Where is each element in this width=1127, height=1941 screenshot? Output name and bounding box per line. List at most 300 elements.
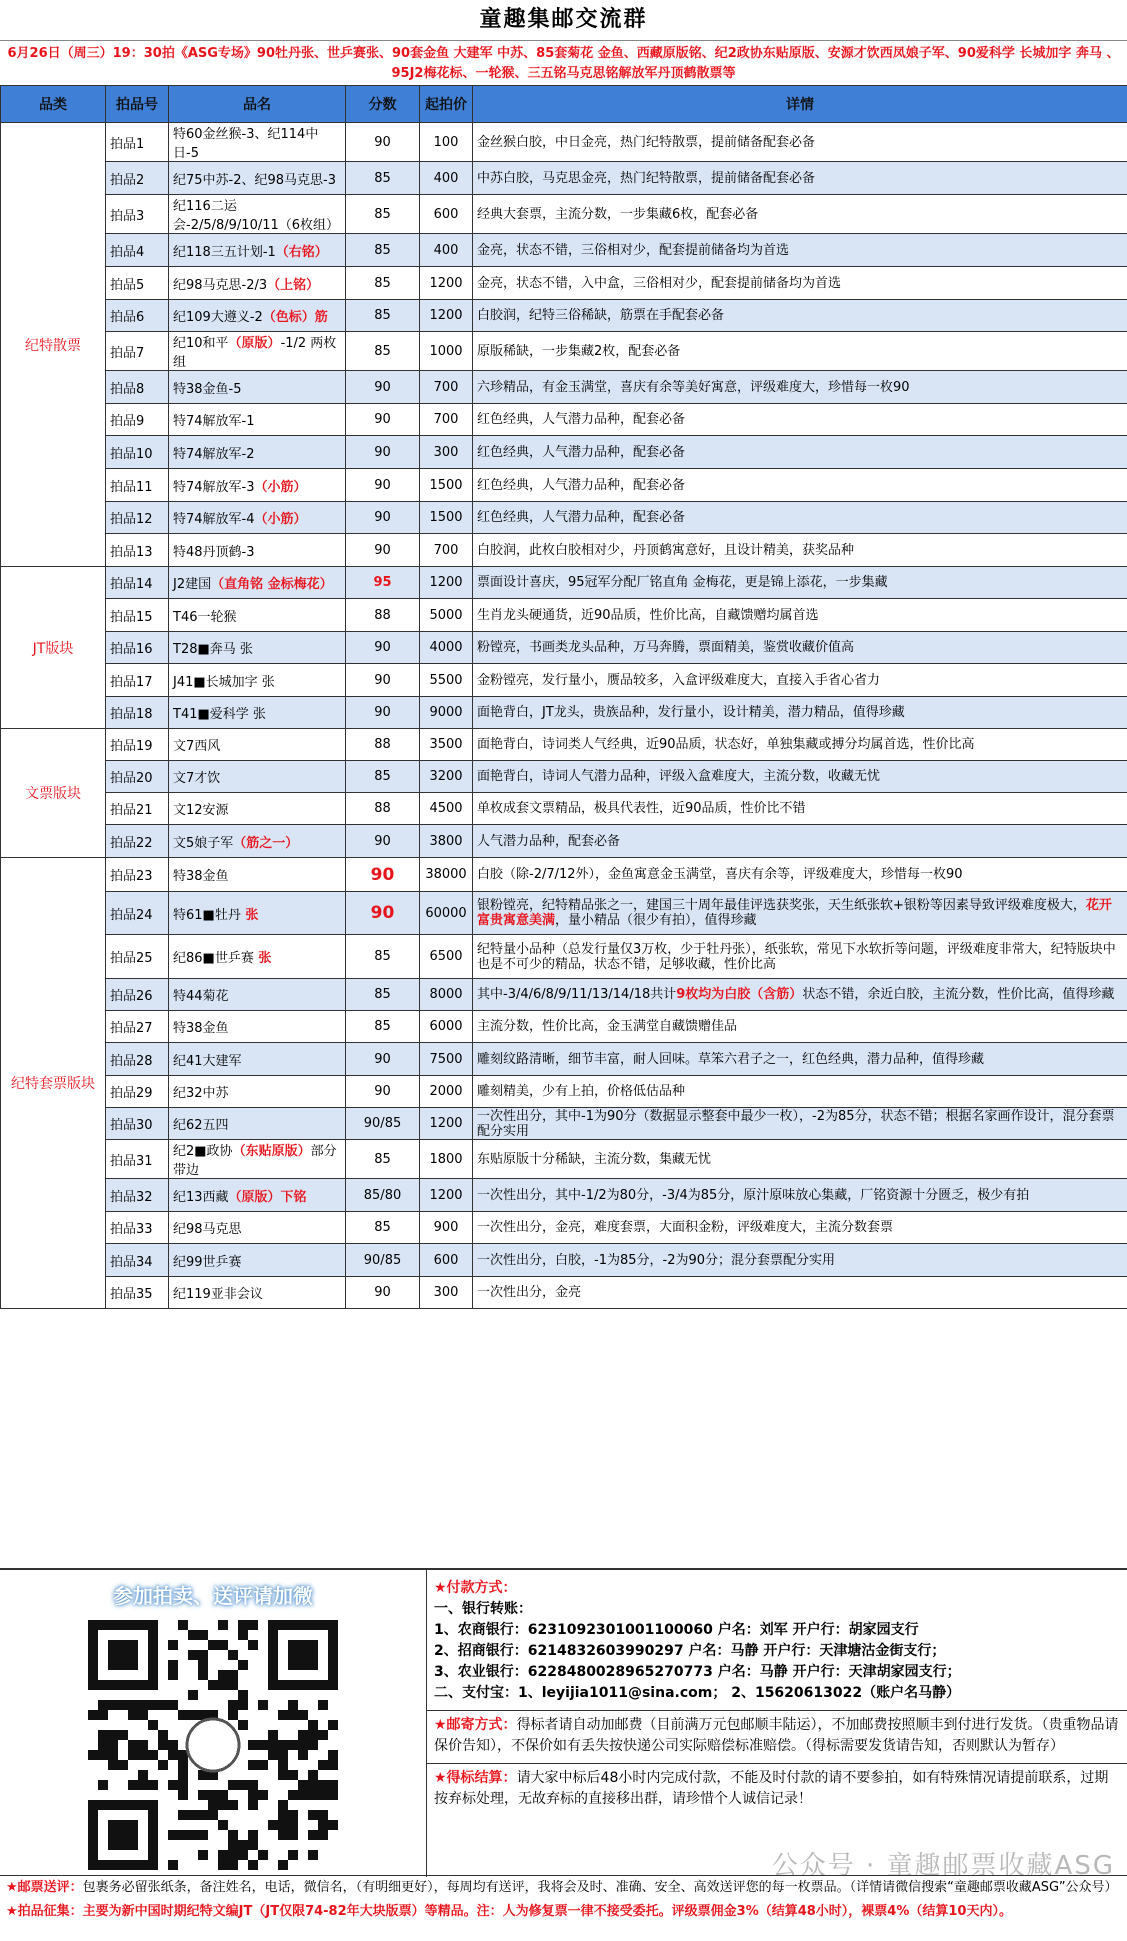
lot-number: 拍品31 [106, 1140, 169, 1179]
bank-line: 3、农业银行：6228480028965270773 户名：马静 开户行：天津胡家园支行； [434, 1664, 961, 1680]
lot-name-text: 纪98马克思-2/3 [173, 277, 268, 293]
bank-title: 一、银行转账： [434, 1601, 532, 1617]
lot-score: 90 [346, 123, 420, 162]
lot-detail [473, 195, 1127, 234]
lot-detail [473, 1212, 1127, 1244]
lot-start-price: 3800 [420, 825, 473, 858]
lot-number: 拍品25 [106, 935, 169, 979]
lot-detail-text: 一次性出分，金亮 [477, 1285, 582, 1300]
footer-line-2 [0, 1900, 1127, 1924]
lot-start-price: 3200 [420, 761, 473, 793]
lot-detail [473, 267, 1127, 300]
table-row [1, 1140, 1127, 1179]
table-row [1, 436, 1127, 469]
lot-name [169, 729, 346, 761]
lot-detail [473, 1043, 1127, 1076]
table-row [1, 534, 1127, 567]
lot-number: 拍品12 [106, 502, 169, 534]
lot-detail [473, 404, 1127, 436]
lot-name [169, 793, 346, 825]
lot-number: 拍品8 [106, 371, 169, 404]
lot-start-price: 8000 [420, 979, 473, 1011]
lot-score: 85 [346, 300, 420, 332]
lot-detail-text: 其中-3/4/6/8/9/11/13/14/18共计 [477, 987, 677, 1002]
table-row [1, 234, 1127, 267]
lot-number: 拍品14 [106, 567, 169, 599]
lot-name-tail: 部分带边 [173, 1144, 337, 1178]
lot-start-price: 1200 [420, 267, 473, 300]
lot-name-text: 文5娘子军 [173, 835, 234, 851]
lot-name-highlight: （东贴原版） [232, 1144, 311, 1159]
header-lot-no: 拍品号 [106, 86, 169, 123]
lot-detail [473, 123, 1127, 162]
lot-detail-tail: 状态不错，余近白胶，主流分数，性价比高，值得珍藏 [802, 987, 1115, 1002]
lot-number: 拍品4 [106, 234, 169, 267]
table-row [1, 371, 1127, 404]
table-row [1, 825, 1127, 858]
pay-label: ★付款方式： [434, 1580, 517, 1596]
table-row [1, 632, 1127, 664]
lot-detail-text: 金粉镗亮，发行量小，赝品较多，入盒评级难度大，直接入手省心省力 [477, 672, 881, 688]
lot-score: 90/85 [346, 1244, 420, 1277]
lot-score: 90 [346, 825, 420, 858]
header-price: 起拍价 [420, 86, 473, 123]
lot-name [169, 632, 346, 664]
lot-name [169, 935, 346, 979]
table-row [1, 332, 1127, 371]
category-cell-2: JT版块 [1, 567, 106, 729]
lot-start-price: 5500 [420, 664, 473, 697]
lot-name-text: 特48丹顶鹤-3 [173, 544, 255, 560]
lot-name-highlight: （色标）筋 [262, 310, 328, 325]
lot-name [169, 599, 346, 632]
lot-name-text: 纪10和平 [173, 336, 229, 351]
mail-text: 得标者请自动加邮费（目前满万元包邮顺丰陆运），不加邮费按照顺丰到付进行发货。（贵重物品请保价告知），不保价如有丢失按快递公司实际赔偿标准赔偿。（得标需要发货请告知，否则默认为暂存） [434, 1717, 1119, 1754]
lot-start-price: 4500 [420, 793, 473, 825]
lot-detail-text: 雕刻精美，少有上拍，价格低估品种 [477, 1084, 686, 1099]
lot-name-text: 纪75中苏-2、纪98马克思-3 [173, 172, 337, 188]
table-row [1, 1212, 1127, 1244]
lot-name-text: 纪32中苏 [173, 1086, 229, 1101]
lot-name-text: 纪99世乒赛 [173, 1254, 242, 1270]
lot-score: 85 [346, 979, 420, 1011]
lot-score: 90 [346, 892, 420, 935]
lot-start-price: 1200 [420, 567, 473, 599]
lot-number: 拍品32 [106, 1179, 169, 1212]
lot-name [169, 371, 346, 404]
lot-name [169, 858, 346, 892]
lot-name-text: 纪109大遵义-2 [173, 310, 263, 325]
table-row [1, 935, 1127, 979]
lot-start-price: 3500 [420, 729, 473, 761]
header-name: 品名 [169, 86, 346, 123]
lot-detail [473, 979, 1127, 1011]
lot-name [169, 195, 346, 234]
lot-number: 拍品26 [106, 979, 169, 1011]
lot-name-highlight: （小筋） [254, 512, 307, 527]
lot-start-price: 400 [420, 234, 473, 267]
lot-detail [473, 1011, 1127, 1043]
lot-name [169, 404, 346, 436]
table-row [1, 729, 1127, 761]
mail-block [426, 1710, 1127, 1757]
lot-name [169, 1244, 346, 1277]
lot-start-price: 4000 [420, 632, 473, 664]
lot-number: 拍品2 [106, 162, 169, 195]
info-section [0, 1568, 1127, 1877]
lot-score: 90 [346, 436, 420, 469]
lot-detail-text: 银粉镗亮，纪特精品张之一，建国三十周年最佳评选获奖张，天生纸张软+银粉等因素导致评级难度极大， [477, 898, 1086, 913]
lot-number: 拍品20 [106, 761, 169, 793]
lot-name-text: 特74解放军-2 [173, 446, 255, 462]
lot-name [169, 436, 346, 469]
lot-score: 85 [346, 1011, 420, 1043]
lot-start-price: 1500 [420, 469, 473, 502]
lot-detail [473, 858, 1127, 892]
lot-detail-text: 票面设计喜庆，95冠军分配厂铭直角 金梅花，更是锦上添花，一步集藏 [477, 575, 888, 590]
lot-score: 95 [346, 567, 420, 599]
lot-number: 拍品24 [106, 892, 169, 935]
lot-number: 拍品19 [106, 729, 169, 761]
lot-name-text: 文12安源 [173, 803, 229, 818]
lot-name-text: 纪118三五计划-1 [173, 244, 276, 260]
lot-number: 拍品22 [106, 825, 169, 858]
lot-name [169, 1179, 346, 1212]
lot-detail-text: 白胶（除-2/7/12外），金鱼寓意金玉满堂，喜庆有余等，评级难度大，珍惜每一枚90 [477, 867, 963, 882]
lot-name-text: T46一轮猴 [173, 609, 237, 625]
lot-detail [473, 1140, 1127, 1179]
lot-score: 85 [346, 195, 420, 234]
lot-number: 拍品1 [106, 123, 169, 162]
category-cell-1: 纪特散票 [1, 123, 106, 567]
lot-score: 88 [346, 729, 420, 761]
table-row [1, 1076, 1127, 1108]
lot-score: 85 [346, 935, 420, 979]
lot-start-price: 1200 [420, 1108, 473, 1140]
bank-line: 1、农商银行：6231092301001100060 户名：刘军 开户行：胡家园支行 [434, 1622, 919, 1638]
lot-start-price: 300 [420, 1277, 473, 1309]
lot-table [0, 85, 1127, 1309]
lot-number: 拍品7 [106, 332, 169, 371]
lot-number: 拍品10 [106, 436, 169, 469]
lot-detail [473, 664, 1127, 697]
lot-name-highlight: 张 [253, 951, 272, 966]
lot-name-text: J41■长城加字 张 [173, 674, 275, 690]
lot-name-text: 纪2■政协 [173, 1144, 233, 1159]
lot-detail-tail: ，量小精品（很少有拍），值得珍藏 [555, 913, 757, 928]
lot-start-price: 1200 [420, 300, 473, 332]
table-row [1, 300, 1127, 332]
lot-score: 90 [346, 664, 420, 697]
settle-label: ★得标结算： [434, 1770, 517, 1786]
watermark: 公众号 · 童趣邮票收藏ASG [771, 1851, 1115, 1881]
lot-detail [473, 1244, 1127, 1277]
lot-start-price: 1000 [420, 332, 473, 371]
lot-number: 拍品28 [106, 1043, 169, 1076]
lot-detail [473, 162, 1127, 195]
lot-start-price: 5000 [420, 599, 473, 632]
lot-name-text: 特60金丝猴-3、纪114中日-5 [173, 127, 319, 161]
lot-detail-text: 原版稀缺，一步集藏2枚，配套必备 [477, 343, 681, 359]
table-header [1, 86, 1127, 123]
lot-detail-text: 红色经典，人气潜力品种，配套必备 [477, 510, 686, 525]
table-row [1, 1244, 1127, 1277]
lot-name-text: 文7才饮 [173, 771, 221, 786]
lot-score: 85 [346, 761, 420, 793]
lot-name-highlight: （原版）下铭 [228, 1189, 307, 1205]
footer [0, 1875, 1127, 1941]
lot-score: 90 [346, 632, 420, 664]
lot-score: 85 [346, 267, 420, 300]
lot-start-price: 900 [420, 1212, 473, 1244]
lot-start-price: 9000 [420, 697, 473, 729]
lot-score: 88 [346, 793, 420, 825]
footer-text-2: 主要为新中国时期纪特文编JT（JT仅限74-82年大块版票）等精品。注：人为修复票一律不接受委托。评级票佣金3%（结算48小时），裸票4%（结算10天内）。 [82, 1904, 1012, 1919]
lot-number: 拍品33 [106, 1212, 169, 1244]
lot-name [169, 234, 346, 267]
lot-start-price: 300 [420, 436, 473, 469]
lot-name-text: 特61■牡丹 [173, 907, 241, 923]
lot-detail [473, 469, 1127, 502]
lot-detail [473, 697, 1127, 729]
lot-start-price: 700 [420, 534, 473, 567]
lot-score: 90 [346, 1043, 420, 1076]
header-detail: 详情 [473, 86, 1127, 123]
lot-score: 85 [346, 162, 420, 195]
lot-name [169, 502, 346, 534]
lot-name-highlight: 张 [240, 907, 259, 923]
lot-start-price: 700 [420, 371, 473, 404]
lot-start-price: 60000 [420, 892, 473, 935]
lot-start-price: 1200 [420, 1179, 473, 1212]
lot-detail-text: 一次性出分，其中-1为90分（数据显示整套中最少一枚），-2为85分，状态不错；根据名家画作设计，混分套票配分实用 [477, 1108, 1115, 1139]
lot-name [169, 664, 346, 697]
bank-line: 2、招商银行：6214832603990297 户名：马静 开户行：天津塘沽金街支行； [434, 1643, 946, 1659]
lot-detail [473, 234, 1127, 267]
lot-name [169, 825, 346, 858]
lot-score: 90 [346, 371, 420, 404]
lot-detail-text: 一次性出分，金亮，难度套票，大面积金粉，评级难度大，主流分数套票 [477, 1220, 894, 1235]
lot-start-price: 1800 [420, 1140, 473, 1179]
lot-number: 拍品34 [106, 1244, 169, 1277]
table-row [1, 162, 1127, 195]
lot-score: 90 [346, 502, 420, 534]
lot-detail-text: 金亮，状态不错，入中盒，三俗相对少，配套提前储备均为首选 [477, 275, 842, 291]
lot-name [169, 162, 346, 195]
lot-score: 85 [346, 1212, 420, 1244]
lot-name [169, 892, 346, 935]
lot-name-text: 纪98马克思 [173, 1222, 242, 1237]
lot-detail-text: 面艳背白，诗词人气潜力品种，评级入盒难度大，主流分数，收藏无忧 [477, 769, 881, 784]
lot-name-text: 特44菊花 [173, 989, 229, 1004]
qr-panel [0, 1570, 427, 1877]
lot-score: 88 [346, 599, 420, 632]
lot-detail-text: 经典大套票，主流分数，一步集藏6枚，配套必备 [477, 206, 759, 222]
table-row [1, 1179, 1127, 1212]
lot-detail [473, 632, 1127, 664]
lot-detail-text: 面艳背白，JT龙头，贵族品种，发行量小，设计精美，潜力精品，值得珍藏 [477, 705, 905, 720]
lot-detail [473, 825, 1127, 858]
lot-name-highlight: （直角铭 金标梅花） [211, 577, 333, 592]
lot-detail-text: 纪特量小品种（总发行量仅3万枚，少于牡丹张），纸张软，常见下水软折等问题，评级难度非常大，纪特版块中也是不可少的精品，状态不错，足够收藏，性价比高 [477, 941, 1116, 972]
lot-detail-text: 雕刻纹路清晰，细节丰富，耐人回味。草笨六君子之一，红色经典，潜力品种，值得珍藏 [477, 1051, 985, 1067]
lot-detail [473, 729, 1127, 761]
lot-detail-text: 一次性出分，白胶，-1为85分，-2为90分；混分套票配分实用 [477, 1252, 836, 1268]
table-row [1, 892, 1127, 935]
table-row [1, 1277, 1127, 1309]
lot-detail [473, 502, 1127, 534]
lot-name [169, 1212, 346, 1244]
lot-name [169, 1108, 346, 1140]
lot-name [169, 332, 346, 371]
lot-start-price: 100 [420, 123, 473, 162]
lot-number: 拍品15 [106, 599, 169, 632]
table-row [1, 469, 1127, 502]
lot-start-price: 600 [420, 1244, 473, 1277]
lot-number: 拍品3 [106, 195, 169, 234]
lot-score: 85 [346, 234, 420, 267]
lot-detail-text: 主流分数，性价比高，金玉满堂自藏馈赠佳品 [477, 1019, 738, 1034]
lot-detail [473, 761, 1127, 793]
lot-name [169, 123, 346, 162]
lot-start-price: 700 [420, 404, 473, 436]
lot-score: 85/80 [346, 1179, 420, 1212]
lot-start-price: 1500 [420, 502, 473, 534]
table-row [1, 1011, 1127, 1043]
lot-start-price: 6000 [420, 1011, 473, 1043]
wechat-qr-code [88, 1620, 338, 1870]
lot-score: 90 [346, 404, 420, 436]
lot-detail-text: 金亮，状态不错，三俗相对少，配套提前储备均为首选 [477, 242, 790, 258]
lot-detail-text: 红色经典，人气潜力品种，配套必备 [477, 477, 686, 493]
lot-name-highlight: （筋之一） [233, 835, 299, 851]
lot-detail-text: 白胶润，此枚白胶相对少，丹顶鹤寓意好，且设计精美，获奖品种 [477, 542, 855, 558]
lot-name [169, 1140, 346, 1179]
lot-name [169, 300, 346, 332]
mail-label: ★邮寄方式： [434, 1717, 517, 1733]
lot-name-text: 纪119亚非会议 [173, 1287, 263, 1302]
lot-detail-text: 单枚成套文票精品，极具代表性，近90品质，性价比不错 [477, 801, 806, 816]
table-row [1, 793, 1127, 825]
table-row [1, 1043, 1127, 1076]
lot-detail-text: 东贴原版十分稀缺，主流分数，集藏无忧 [477, 1151, 712, 1167]
lot-score: 90 [346, 534, 420, 567]
lot-detail-highlight: 花开富贵寓意美满 [477, 898, 1112, 928]
table-row [1, 979, 1127, 1011]
page-title: 童趣集邮交流群 [0, 0, 1127, 41]
lot-score: 85 [346, 1140, 420, 1179]
lot-name-highlight: （上铭） [267, 277, 320, 293]
lot-score: 85 [346, 332, 420, 371]
lot-name-text: 特38金鱼-5 [173, 381, 242, 397]
lot-detail-text: 金丝猴白胶，中日金亮，热门纪特散票，提前储备配套必备 [477, 134, 816, 150]
table-row [1, 697, 1127, 729]
table-row [1, 761, 1127, 793]
lot-start-price: 2000 [420, 1076, 473, 1108]
lot-detail-text: 面艳背白，诗词类人气经典，近90品质，状态好，单独集藏或搏分均属首选，性价比高 [477, 737, 975, 752]
lot-number: 拍品5 [106, 267, 169, 300]
header-score: 分数 [346, 86, 420, 123]
footer-text-1: 包裹务必留张纸条，备注姓名，电话，微信名，（有明细更好），每周均有送评，我将会及时、准确、安全、高效送评您的每一枚票品。（详情请微信搜索“童趣邮票收藏ASG”公众号） [82, 1880, 1118, 1895]
lot-score: 90 [346, 697, 420, 729]
lot-name [169, 1076, 346, 1108]
lot-number: 拍品35 [106, 1277, 169, 1309]
lot-name [169, 979, 346, 1011]
lot-detail [473, 935, 1127, 979]
lot-start-price: 7500 [420, 1043, 473, 1076]
lot-name [169, 469, 346, 502]
lot-name-text: 纪62五四 [173, 1118, 229, 1133]
settle-text: 请大家中标后48小时内完成付款，不能及时付款的请不要参拍，如有特殊情况请提前联系，过期按弃标处理，无故弃标的直接移出群，请珍惜个人诚信记录！ [434, 1770, 1109, 1807]
qr-title: 参加拍卖、送评请加微 [113, 1584, 313, 1608]
category-cell-3: 文票版块 [1, 729, 106, 858]
header-category: 品类 [1, 86, 106, 123]
payment-info [434, 1578, 1120, 1810]
lot-name-text: 特74解放军-4 [173, 512, 255, 527]
lot-number: 拍品9 [106, 404, 169, 436]
lot-detail [473, 1108, 1127, 1140]
lot-start-price: 400 [420, 162, 473, 195]
lot-name-text: 纪41大建军 [173, 1053, 242, 1069]
lot-name-tail: -1/2 两枚组 [173, 336, 337, 370]
table-row [1, 858, 1127, 892]
lot-detail-text: 中苏白胶，马克思金亮，热门纪特散票，提前储备配套必备 [477, 170, 816, 186]
lot-name-text: 特74解放军-1 [173, 414, 255, 429]
lot-name [169, 697, 346, 729]
table-row [1, 195, 1127, 234]
category-cell-4: 纪特套票版块 [1, 858, 106, 1309]
lot-name-highlight: （右铭） [275, 244, 328, 260]
lot-detail [473, 371, 1127, 404]
lot-detail [473, 436, 1127, 469]
lot-number: 拍品16 [106, 632, 169, 664]
lot-name [169, 761, 346, 793]
lot-score: 90 [346, 1076, 420, 1108]
lot-detail-text: 六珍精品，有金玉满堂，喜庆有余等美好寓意，评级难度大，珍惜每一枚90 [477, 379, 910, 395]
lot-score: 90/85 [346, 1108, 420, 1140]
lot-detail [473, 892, 1127, 935]
table-row [1, 123, 1127, 162]
lot-detail [473, 599, 1127, 632]
lot-detail-text: 红色经典，人气潜力品种，配套必备 [477, 412, 686, 427]
lot-name-text: 特74解放军-3 [173, 479, 255, 495]
lot-detail [473, 300, 1127, 332]
lot-number: 拍品18 [106, 697, 169, 729]
lot-number: 拍品6 [106, 300, 169, 332]
lot-detail-text: 白胶润，纪特三俗稀缺，筋票在手配套必备 [477, 308, 725, 323]
lot-number: 拍品13 [106, 534, 169, 567]
table-row [1, 599, 1127, 632]
lot-name-text: T28■奔马 张 [173, 642, 253, 657]
footer-line-1 [0, 1876, 1127, 1900]
lot-name-text: 特38金鱼 [173, 869, 229, 884]
lot-name [169, 1011, 346, 1043]
lot-number: 拍品17 [106, 664, 169, 697]
lot-name-text: 特38金鱼 [173, 1021, 229, 1036]
lot-detail-text: 红色经典，人气潜力品种，配套必备 [477, 444, 686, 460]
lot-name [169, 567, 346, 599]
lot-detail [473, 793, 1127, 825]
lot-detail-text: 粉镗亮，书画类龙头品种，万马奔腾，票面精美，鉴赏收藏价值高 [477, 640, 855, 655]
lot-name [169, 1277, 346, 1309]
lot-detail [473, 1277, 1127, 1309]
lot-score: 90 [346, 858, 420, 892]
lot-detail-text: 一次性出分，其中-1/2为80分，-3/4为85分，原汁原味放心集藏，厂铭资源十分匮乏，极少有拍 [477, 1187, 1030, 1203]
lot-number: 拍品21 [106, 793, 169, 825]
table-row [1, 567, 1127, 599]
lot-number: 拍品29 [106, 1076, 169, 1108]
lot-name-highlight: （原版） [228, 336, 281, 351]
